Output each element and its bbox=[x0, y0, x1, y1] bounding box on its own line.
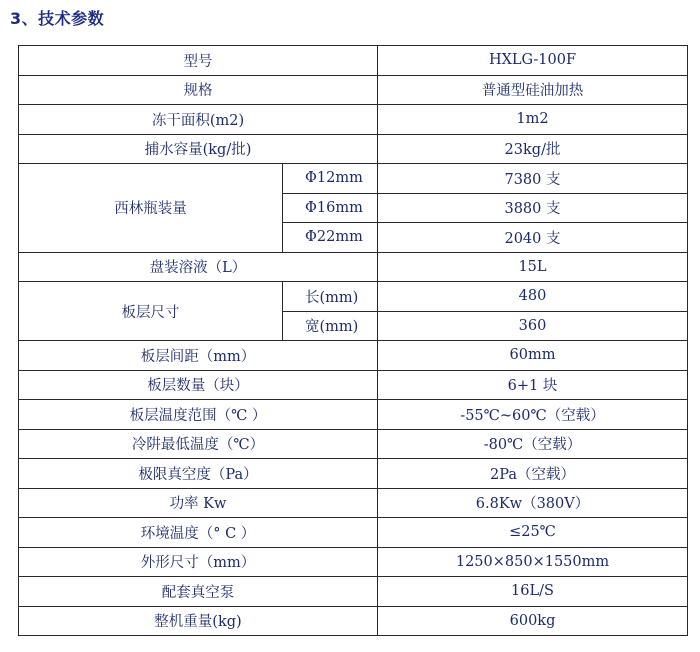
table-row bbox=[19, 429, 688, 459]
row-value-spec: 普通型硅油加热 bbox=[378, 75, 688, 105]
section-title: 3、技术参数 bbox=[10, 9, 105, 28]
table-row bbox=[19, 547, 688, 577]
table-row bbox=[19, 134, 688, 164]
table-row bbox=[19, 459, 688, 489]
row-value-vacuum: 2Pa（空载） bbox=[378, 459, 688, 489]
vial-count-22: 2040 支 bbox=[378, 223, 688, 253]
row-label-shelf-temp: 板层温度范围（℃ ） bbox=[19, 400, 378, 430]
row-value-shelf-spacing: 60mm bbox=[378, 341, 688, 371]
vial-size-16: Φ16mm bbox=[283, 193, 378, 223]
row-label-shelf-spacing: 板层间距（mm） bbox=[19, 341, 378, 371]
row-label-dimensions: 外形尺寸（mm） bbox=[19, 547, 378, 577]
row-value-shelf-count: 6+1 块 bbox=[378, 370, 688, 400]
table-row bbox=[19, 518, 688, 548]
spec-table bbox=[18, 45, 688, 636]
row-label-weight: 整机重量(kg) bbox=[19, 606, 378, 636]
vial-size-12: Φ12mm bbox=[283, 164, 378, 194]
shelf-length-value: 480 bbox=[378, 282, 688, 312]
row-value-ambient-temp: ≤25℃ bbox=[378, 518, 688, 548]
row-label-shelf-count: 板层数量（块） bbox=[19, 370, 378, 400]
vial-count-16: 3880 支 bbox=[378, 193, 688, 223]
row-label-area: 冻干面积(m2) bbox=[19, 105, 378, 135]
row-label-capacity: 捕水容量(kg/批) bbox=[19, 134, 378, 164]
row-label-trap-temp: 冷阱最低温度（℃） bbox=[19, 429, 378, 459]
row-label-spec: 规格 bbox=[19, 75, 378, 105]
vial-count-12: 7380 支 bbox=[378, 164, 688, 194]
row-value-area: 1m2 bbox=[378, 105, 688, 135]
row-value-dimensions: 1250×850×1550mm bbox=[378, 547, 688, 577]
row-label-vacuum-pump: 配套真空泵 bbox=[19, 577, 378, 607]
table-row bbox=[19, 282, 688, 312]
row-value-solution: 15L bbox=[378, 252, 688, 282]
table-row bbox=[19, 341, 688, 371]
table-row bbox=[19, 370, 688, 400]
row-value-model: HXLG-100F bbox=[378, 46, 688, 76]
shelf-length-label: 长(mm) bbox=[283, 282, 378, 312]
row-label-solution: 盘装溶液（L） bbox=[19, 252, 378, 282]
table-row bbox=[19, 400, 688, 430]
table-row bbox=[19, 46, 688, 76]
table-row bbox=[19, 75, 688, 105]
row-value-shelf-temp: -55℃~60℃（空载） bbox=[378, 400, 688, 430]
row-label-model: 型号 bbox=[19, 46, 378, 76]
shelf-width-label: 宽(mm) bbox=[283, 311, 378, 341]
table-row bbox=[19, 606, 688, 636]
table-row bbox=[19, 488, 688, 518]
table-row bbox=[19, 105, 688, 135]
row-value-power: 6.8Kw（380V） bbox=[378, 488, 688, 518]
shelf-group-label: 板层尺寸 bbox=[19, 282, 283, 341]
row-value-weight: 600kg bbox=[378, 606, 688, 636]
vial-size-22: Φ22mm bbox=[283, 223, 378, 253]
row-value-vacuum-pump: 16L/S bbox=[378, 577, 688, 607]
vial-group-label: 西林瓶装量 bbox=[19, 164, 283, 253]
shelf-width-value: 360 bbox=[378, 311, 688, 341]
table-row bbox=[19, 164, 688, 194]
table-row bbox=[19, 577, 688, 607]
row-value-capacity: 23kg/批 bbox=[378, 134, 688, 164]
row-label-power: 功率 Kw bbox=[19, 488, 378, 518]
row-value-trap-temp: -80℃（空载） bbox=[378, 429, 688, 459]
table-row bbox=[19, 252, 688, 282]
row-label-ambient-temp: 环境温度（° C ） bbox=[19, 518, 378, 548]
row-label-vacuum: 极限真空度（Pa） bbox=[19, 459, 378, 489]
